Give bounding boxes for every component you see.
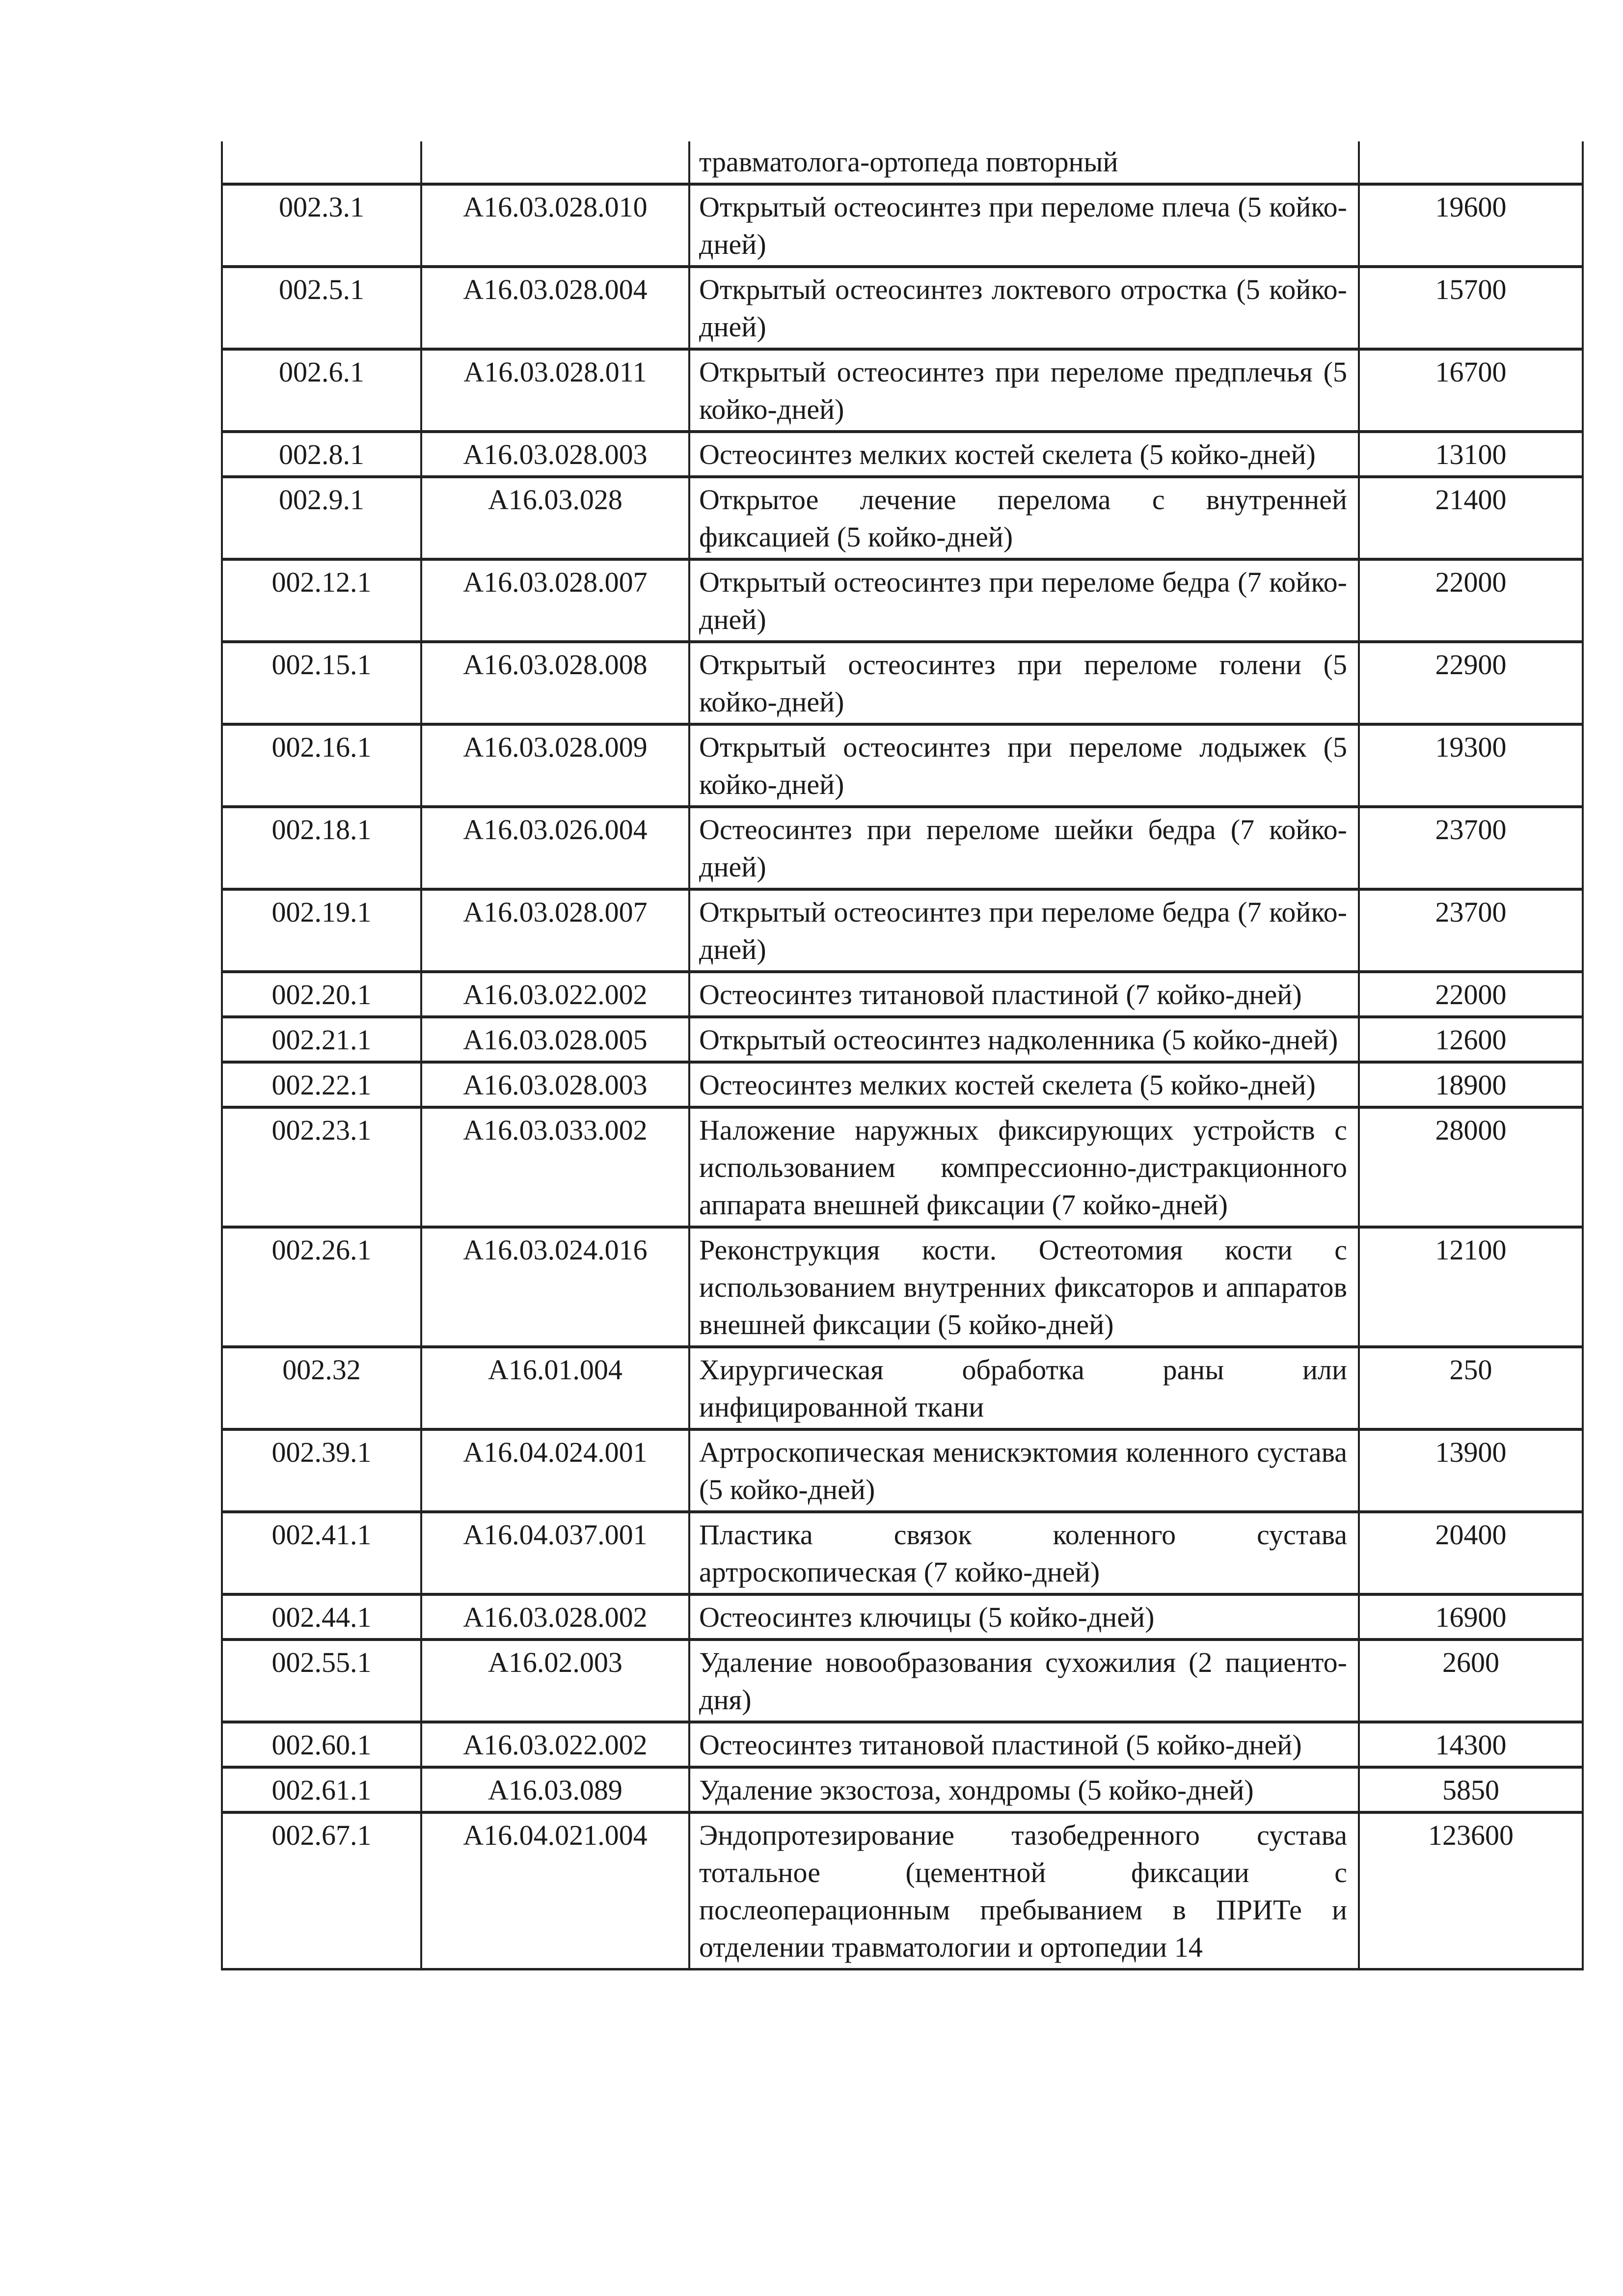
cell-price xyxy=(1359,141,1583,184)
table-row xyxy=(222,267,1583,349)
cell-num: 002.61.1 xyxy=(222,1767,421,1812)
cell-price: 22000 xyxy=(1359,972,1583,1017)
cell-code: A16.02.003 xyxy=(421,1640,689,1722)
table-row xyxy=(222,889,1583,972)
cell-num: 002.60.1 xyxy=(222,1722,421,1767)
table-row xyxy=(222,477,1583,559)
cell-code: A16.03.022.002 xyxy=(421,1722,689,1767)
cell-price: 13100 xyxy=(1359,432,1583,477)
cell-code: A16.03.028.007 xyxy=(421,889,689,972)
cell-num: 002.39.1 xyxy=(222,1429,421,1512)
cell-price: 15700 xyxy=(1359,267,1583,349)
cell-num: 002.44.1 xyxy=(222,1594,421,1640)
cell-num: 002.6.1 xyxy=(222,349,421,432)
cell-code: A16.03.028.003 xyxy=(421,432,689,477)
cell-name: Открытый остеосинтез при переломе плеча (5 койко-дней) xyxy=(689,184,1359,267)
cell-num: 002.5.1 xyxy=(222,267,421,349)
cell-price: 22000 xyxy=(1359,559,1583,642)
cell-num: 002.20.1 xyxy=(222,972,421,1017)
cell-code: A16.03.028.010 xyxy=(421,184,689,267)
cell-price: 23700 xyxy=(1359,807,1583,889)
cell-code: A16.04.024.001 xyxy=(421,1429,689,1512)
cell-num: 002.41.1 xyxy=(222,1512,421,1594)
cell-code: A16.03.028.005 xyxy=(421,1017,689,1062)
cell-num: 002.16.1 xyxy=(222,724,421,807)
price-list-body xyxy=(222,141,1583,1969)
cell-price: 12100 xyxy=(1359,1227,1583,1347)
cell-code: A16.03.026.004 xyxy=(421,807,689,889)
cell-price: 5850 xyxy=(1359,1767,1583,1812)
cell-name: Остеосинтез мелких костей скелета (5 койко-дней) xyxy=(689,1062,1359,1107)
cell-price: 21400 xyxy=(1359,477,1583,559)
cell-num: 002.9.1 xyxy=(222,477,421,559)
table-row xyxy=(222,972,1583,1017)
table-row xyxy=(222,559,1583,642)
cell-price: 23700 xyxy=(1359,889,1583,972)
table-row xyxy=(222,1812,1583,1969)
cell-code: A16.04.037.001 xyxy=(421,1512,689,1594)
continuation-row xyxy=(222,141,1583,184)
cell-name: Пластика связок коленного сустава артроскопическая (7 койко-дней) xyxy=(689,1512,1359,1594)
cell-code: A16.03.024.016 xyxy=(421,1227,689,1347)
cell-price: 12600 xyxy=(1359,1017,1583,1062)
cell-code: A16.03.028.002 xyxy=(421,1594,689,1640)
cell-num: 002.32 xyxy=(222,1347,421,1429)
cell-code: A16.03.028.003 xyxy=(421,1062,689,1107)
cell-code: A16.01.004 xyxy=(421,1347,689,1429)
cell-name: Открытый остеосинтез при переломе бедра (7 койко-дней) xyxy=(689,559,1359,642)
cell-code: A16.03.028.008 xyxy=(421,642,689,724)
table-row xyxy=(222,1512,1583,1594)
cell-num: 002.26.1 xyxy=(222,1227,421,1347)
cell-code: A16.03.028.007 xyxy=(421,559,689,642)
cell-num xyxy=(222,141,421,184)
cell-price: 18900 xyxy=(1359,1062,1583,1107)
cell-num: 002.22.1 xyxy=(222,1062,421,1107)
cell-name: Остеосинтез титановой пластиной (7 койко-дней) xyxy=(689,972,1359,1017)
cell-price: 16700 xyxy=(1359,349,1583,432)
cell-price: 22900 xyxy=(1359,642,1583,724)
cell-price: 19300 xyxy=(1359,724,1583,807)
cell-name: Открытый остеосинтез при переломе бедра (7 койко-дней) xyxy=(689,889,1359,972)
cell-code: A16.03.028 xyxy=(421,477,689,559)
table-row xyxy=(222,1062,1583,1107)
cell-name: Открытый остеосинтез надколенника (5 койко-дней) xyxy=(689,1017,1359,1062)
cell-code: A16.03.028.011 xyxy=(421,349,689,432)
cell-name: Эндопротезирование тазобедренного сустава тотальное (цементной фиксации с послеоперационным пребыванием в ПРИТе и отделении травматологии и ортопедии 14 xyxy=(689,1812,1359,1969)
table-row xyxy=(222,1107,1583,1227)
cell-num: 002.18.1 xyxy=(222,807,421,889)
cell-num: 002.19.1 xyxy=(222,889,421,972)
cell-name: Удаление экзостоза, хондромы (5 койко-дней) xyxy=(689,1767,1359,1812)
cell-code: A16.03.033.002 xyxy=(421,1107,689,1227)
cell-name: Артроскопическая менискэктомия коленного сустава (5 койко-дней) xyxy=(689,1429,1359,1512)
cell-code: A16.03.028.009 xyxy=(421,724,689,807)
price-list-table xyxy=(221,141,1584,1970)
cell-name: Остеосинтез мелких костей скелета (5 койко-дней) xyxy=(689,432,1359,477)
cell-code: A16.03.089 xyxy=(421,1767,689,1812)
cell-name: травматолога-ортопеда повторный xyxy=(689,141,1359,184)
cell-name: Открытый остеосинтез при переломе голени (5 койко-дней) xyxy=(689,642,1359,724)
cell-price: 14300 xyxy=(1359,1722,1583,1767)
cell-num: 002.8.1 xyxy=(222,432,421,477)
table-row xyxy=(222,1017,1583,1062)
cell-price: 28000 xyxy=(1359,1107,1583,1227)
cell-name: Удаление новообразования сухожилия (2 пациенто-дня) xyxy=(689,1640,1359,1722)
cell-num: 002.3.1 xyxy=(222,184,421,267)
table-row xyxy=(222,1767,1583,1812)
table-row xyxy=(222,1722,1583,1767)
cell-num: 002.12.1 xyxy=(222,559,421,642)
cell-price: 250 xyxy=(1359,1347,1583,1429)
cell-price: 2600 xyxy=(1359,1640,1583,1722)
cell-name: Хирургическая обработка раны или инфицированной ткани xyxy=(689,1347,1359,1429)
table-row xyxy=(222,642,1583,724)
table-row xyxy=(222,724,1583,807)
cell-name: Открытый остеосинтез при переломе лодыжек (5 койко-дней) xyxy=(689,724,1359,807)
cell-name: Остеосинтез ключицы (5 койко-дней) xyxy=(689,1594,1359,1640)
cell-name: Наложение наружных фиксирующих устройств с использованием компрессионно-дистракционного аппарата внешней фиксации (7 койко-дней) xyxy=(689,1107,1359,1227)
table-row xyxy=(222,1594,1583,1640)
cell-name: Открытое лечение перелома с внутренней фиксацией (5 койко-дней) xyxy=(689,477,1359,559)
cell-code: A16.03.028.004 xyxy=(421,267,689,349)
table-row xyxy=(222,1347,1583,1429)
cell-name: Открытый остеосинтез локтевого отростка (5 койко-дней) xyxy=(689,267,1359,349)
cell-name: Реконструкция кости. Остеотомия кости с использованием внутренних фиксаторов и аппаратов внешней фиксации (5 койко-дней) xyxy=(689,1227,1359,1347)
cell-price: 20400 xyxy=(1359,1512,1583,1594)
cell-code: A16.04.021.004 xyxy=(421,1812,689,1969)
cell-num: 002.23.1 xyxy=(222,1107,421,1227)
table-row xyxy=(222,184,1583,267)
cell-price: 13900 xyxy=(1359,1429,1583,1512)
cell-name: Остеосинтез при переломе шейки бедра (7 койко-дней) xyxy=(689,807,1359,889)
table-row xyxy=(222,1227,1583,1347)
cell-code xyxy=(421,141,689,184)
table-row xyxy=(222,807,1583,889)
table-row xyxy=(222,1429,1583,1512)
cell-price: 16900 xyxy=(1359,1594,1583,1640)
cell-num: 002.55.1 xyxy=(222,1640,421,1722)
cell-code: A16.03.022.002 xyxy=(421,972,689,1017)
cell-num: 002.67.1 xyxy=(222,1812,421,1969)
cell-name: Открытый остеосинтез при переломе предплечья (5 койко-дней) xyxy=(689,349,1359,432)
cell-price: 19600 xyxy=(1359,184,1583,267)
table-row xyxy=(222,1640,1583,1722)
cell-num: 002.15.1 xyxy=(222,642,421,724)
cell-price: 123600 xyxy=(1359,1812,1583,1969)
table-row xyxy=(222,432,1583,477)
cell-num: 002.21.1 xyxy=(222,1017,421,1062)
table-row xyxy=(222,349,1583,432)
cell-name: Остеосинтез титановой пластиной (5 койко-дней) xyxy=(689,1722,1359,1767)
